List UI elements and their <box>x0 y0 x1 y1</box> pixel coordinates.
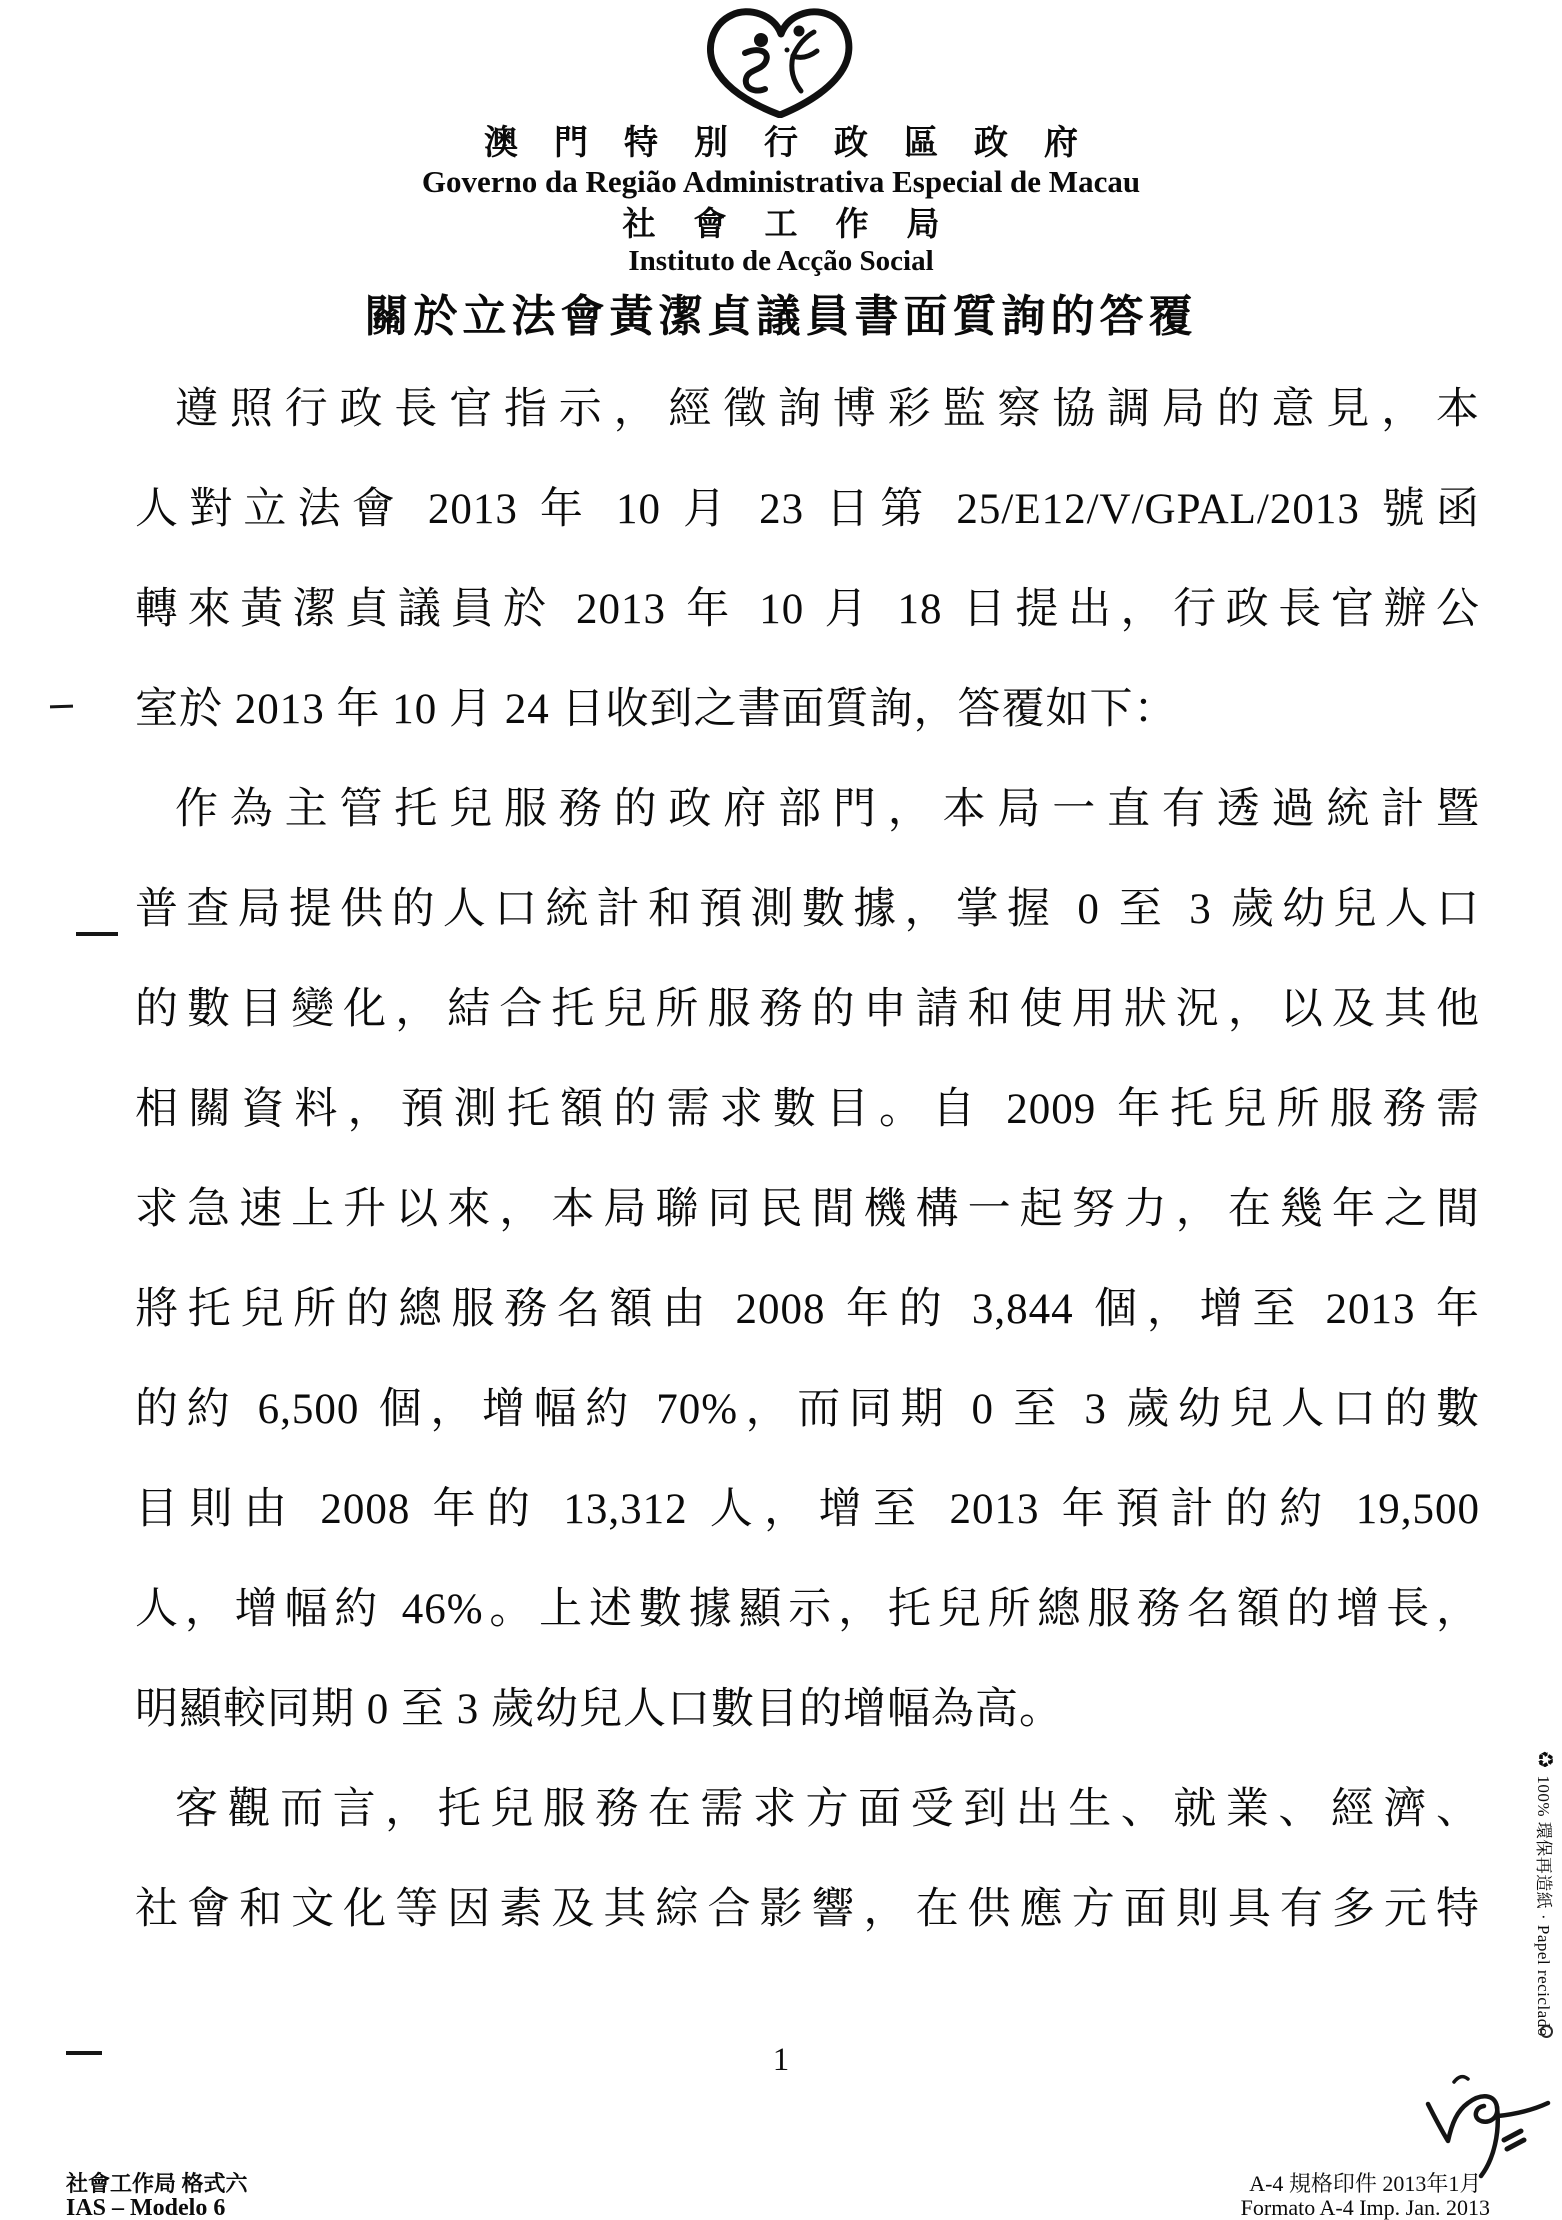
recycle-icon: ♻ <box>1533 1750 1557 1770</box>
document-body <box>135 360 1480 1960</box>
signature-mark <box>1422 2062 1556 2188</box>
form-code-pt: IAS – Modelo 6 <box>66 2195 226 2220</box>
bureau-name-zh: 社會工作局 <box>622 207 978 243</box>
scan-dash-artifact <box>50 705 73 709</box>
form-code <box>66 2172 248 2220</box>
recycled-paper-text: 100% 環保再造紙 · Papel reciclado <box>1534 1775 1553 2037</box>
bureau-name-pt: Instituto de Acção Social <box>628 245 934 277</box>
scan-circle-artifact <box>1540 2025 1553 2038</box>
body-line: 作為主管托兒服務的政府部門，本局一直有透過統計暨 <box>175 786 1480 833</box>
body-line: 客觀而言，托兒服務在需求方面受到出生、就業、經濟、 <box>175 1786 1480 1833</box>
body-line: 的約 6,500 個，增幅約 70%，而同期 0 至 3 歲幼兒人口的數 <box>135 1386 1480 1433</box>
body-line: 的數目變化，結合托兒所服務的申請和使用狀況，以及其他 <box>135 986 1480 1033</box>
scan-dash-artifact <box>66 2051 102 2055</box>
page-number: 1 <box>772 2042 790 2078</box>
body-line: 遵照行政長官指示，經徵詢博彩監察協調局的意見，本 <box>175 386 1480 433</box>
ias-heart-logo-icon <box>695 6 867 118</box>
body-line: 社會和文化等因素及其綜合影響，在供應方面則具有多元特 <box>135 1886 1480 1933</box>
body-line: 人對立法會 2013 年 10 月 23 日第 25/E12/V/GPAL/2013 號函 <box>135 486 1480 533</box>
body-line: 轉來黃潔貞議員於 2013 年 10 月 18 日提出，行政長官辦公 <box>135 586 1480 633</box>
body-line: 求急速上升以來，本局聯同民間機構一起努力，在幾年之間 <box>135 1186 1480 1233</box>
body-line: 人，增幅約 46%。上述數據顯示，托兒所總服務名額的增長， <box>135 1586 1480 1633</box>
body-line: 普查局提供的人口統計和預測數據，掌握 0 至 3 歲幼兒人口 <box>135 886 1480 933</box>
print-spec-pt: Formato A-4 Imp. Jan. 2013 <box>1240 2195 1490 2220</box>
form-code-zh: 社會工作局 格式六 <box>66 2171 248 2196</box>
body-line: 明顯較同期 0 至 3 歲幼兒人口數目的增幅為高。 <box>135 1686 1063 1733</box>
recycled-paper-note <box>1534 1750 1558 2050</box>
body-line: 將托兒所的總服務名額由 2008 年的 3,844 個，增至 2013 年 <box>135 1286 1480 1333</box>
document-title: 關於立法會黃潔貞議員書面質詢的答覆 <box>364 292 1198 341</box>
body-line: 目則由 2008 年的 13,312 人，增至 2013 年預計的約 19,500 <box>135 1486 1480 1533</box>
government-name-pt: Governo da Região Administrativa Especial de Macau <box>421 164 1141 199</box>
government-name-zh: 澳門特別行政區政府 <box>484 125 1114 162</box>
body-line: 相關資料，預測托額的需求數目。自 2009 年托兒所服務需 <box>135 1086 1480 1133</box>
body-line: 室於 2013 年 10 月 24 日收到之書面質詢，答覆如下： <box>135 686 1178 733</box>
print-spec-zh: A-4 規格印件 2013年1月 <box>1249 2171 1482 2196</box>
letterhead <box>0 6 1562 278</box>
scan-dash-artifact <box>76 932 118 936</box>
